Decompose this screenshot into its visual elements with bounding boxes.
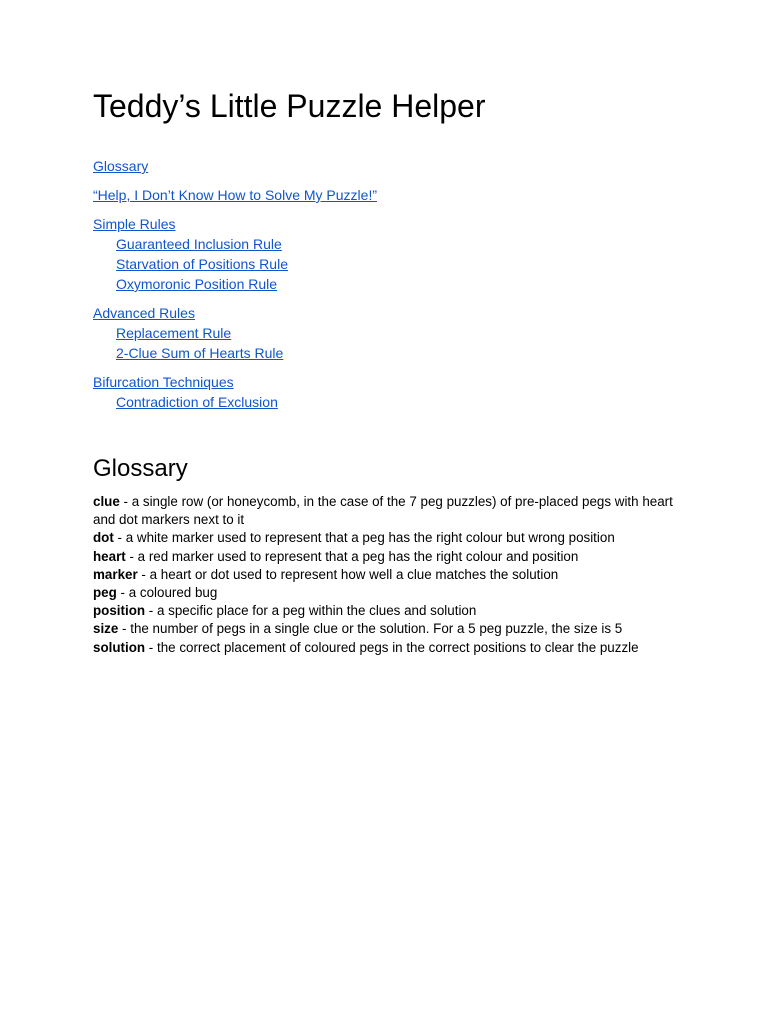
toc-group xyxy=(93,372,693,412)
toc-link-help-i-don-t-know-how-to-solve-my-puzzle[interactable]: “Help, I Don’t Know How to Solve My Puzzle!” xyxy=(93,187,377,203)
glossary-definition: a heart or dot used to represent how well a clue matches the solution xyxy=(149,566,559,582)
glossary-term: position xyxy=(93,603,146,619)
glossary-term: size xyxy=(93,621,119,637)
toc-sublink-contradiction-of-exclusion[interactable]: Contradiction of Exclusion xyxy=(116,394,278,410)
glossary-entry xyxy=(93,566,683,584)
toc-link-advanced-rules[interactable]: Advanced Rules xyxy=(93,305,195,321)
glossary-separator: - xyxy=(118,621,131,637)
glossary-separator: - xyxy=(125,548,138,564)
toc-link-simple-rules[interactable]: Simple Rules xyxy=(93,216,176,232)
toc-sublink-guaranteed-inclusion-rule[interactable]: Guaranteed Inclusion Rule xyxy=(116,236,282,252)
toc-sublink-starvation-of-positions-rule[interactable]: Starvation of Positions Rule xyxy=(116,256,288,272)
glossary-entry xyxy=(93,639,683,657)
glossary-definition: a white marker used to represent that a peg has the right colour but wrong position xyxy=(125,530,615,546)
glossary-separator: - xyxy=(137,566,150,582)
glossary-entry xyxy=(93,548,683,566)
glossary-term: heart xyxy=(93,548,126,564)
toc-group xyxy=(93,214,693,294)
glossary-definition: a specific place for a peg within the clues and solution xyxy=(156,603,477,619)
glossary-entry xyxy=(93,529,683,547)
glossary-entry xyxy=(93,602,683,620)
document-title: Teddy’s Little Puzzle Helper xyxy=(93,88,486,124)
glossary-entry xyxy=(93,620,683,638)
glossary-definition: a red marker used to represent that a peg has the right colour and position xyxy=(137,548,579,564)
glossary-separator: - xyxy=(145,603,157,619)
glossary-heading: Glossary xyxy=(93,455,188,482)
glossary-term: solution xyxy=(93,639,146,655)
glossary-separator: - xyxy=(145,639,157,655)
glossary-term: peg xyxy=(93,585,117,601)
glossary-definition: the correct placement of coloured pegs in the correct positions to clear the puzzle xyxy=(156,639,639,655)
toc-link-bifurcation-techniques[interactable]: Bifurcation Techniques xyxy=(93,374,234,390)
glossary-definition: a single row (or honeycomb, in the case of the 7 peg puzzles) of pre-placed pegs with heart and dot markers next to it xyxy=(93,494,673,528)
toc-sublink-2-clue-sum-of-hearts-rule[interactable]: 2-Clue Sum of Hearts Rule xyxy=(116,345,284,361)
glossary-entry xyxy=(93,493,683,529)
glossary-separator: - xyxy=(116,585,129,601)
glossary-list xyxy=(93,493,683,657)
toc-group xyxy=(93,185,693,205)
toc-group xyxy=(93,156,693,176)
toc-sublink-oxymoronic-position-rule[interactable]: Oxymoronic Position Rule xyxy=(116,276,278,292)
glossary-term: dot xyxy=(93,530,114,546)
glossary-term: marker xyxy=(93,566,138,582)
toc-link-glossary[interactable]: Glossary xyxy=(93,158,149,174)
table-of-contents xyxy=(93,156,693,421)
glossary-separator: - xyxy=(119,494,132,509)
glossary-entry xyxy=(93,584,683,602)
glossary-definition: a coloured bug xyxy=(128,585,218,601)
glossary-separator: - xyxy=(113,530,126,546)
glossary-term: clue xyxy=(93,494,120,509)
toc-sublink-replacement-rule[interactable]: Replacement Rule xyxy=(116,325,232,341)
toc-group xyxy=(93,303,693,363)
glossary-definition: the number of pegs in a single clue or the solution. For a 5 peg puzzle, the size is 5 xyxy=(130,621,623,637)
